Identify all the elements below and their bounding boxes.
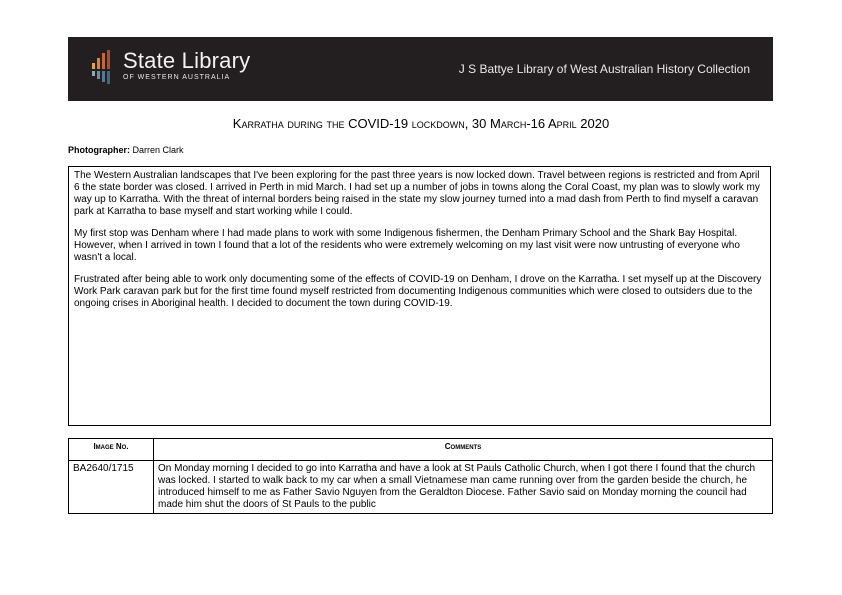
logo-subtitle: OF WESTERN AUSTRALIA xyxy=(123,74,231,81)
header-image-no: Image No. xyxy=(69,439,154,461)
image-comments-table xyxy=(68,438,773,514)
intro-text-box xyxy=(68,166,771,426)
intro-paragraph: Frustrated after being able to work only documenting some of the effects of COVID-19 on Denham, I drove on the Karratha. I set myself up at the Discovery Work Park caravan park but for the first time found myself restricted from documenting Indigenous communities which were closed to outsiders due to the ongoing crises in Aboriginal health. I decided to document the town during COVID-19. xyxy=(74,274,762,309)
photographer-line xyxy=(68,145,184,155)
photographer-name: Darren Clark xyxy=(132,145,184,155)
intro-paragraph: My first stop was Denham where I had made plans to work with some Indigenous fishermen, the Denham Primary School and the Shark Bay Hospital. However, when I arrived in town I found that a lot of the residents who were extremely welcoming on my last visit were now untrusting of everyone who wasn't a local. xyxy=(74,228,740,263)
intro-paragraph: The Western Australian landscapes that I've been exploring for the past three years is now locked down. Travel between regions is restricted and from April 6 the state border was closed. I arrived in Perth in mid March. I had set up a number of jobs in towns along the Coral Coast, my plan was to slowly work my way up to Karratha. With the threat of internal borders being raised in the state my slow journey turned into a mad dash from Perth to find myself a caravan park at Karratha to base myself and start working while I could. xyxy=(74,170,760,217)
document-title: Karratha during the COVID-19 lockdown, 30 March-16 April 2020 xyxy=(232,116,610,131)
table-header-row xyxy=(69,439,773,461)
header-comments: Comments xyxy=(154,439,773,461)
table-row xyxy=(69,461,773,514)
photographer-label: Photographer: xyxy=(68,145,130,155)
image-number-cell: BA2640/1715 xyxy=(69,461,154,514)
collection-name: J S Battye Library of West Australian History Collection xyxy=(458,62,750,76)
logo-title: State Library xyxy=(123,48,251,73)
header-banner xyxy=(68,37,773,101)
comment-cell: On Monday morning I decided to go into Karratha and have a look at St Pauls Catholic Church, when I got there I found that the church was locked. I started to walk back to my car when a small Vietnamese man came running over from the garden beside the church, he introduced himself to me as Father Savio Nguyen from the Geraldton Diocese. Father Savio said on Monday morning the council had made him shut the doors of St Pauls to the public xyxy=(154,461,773,514)
state-library-logo-icon xyxy=(90,49,120,85)
